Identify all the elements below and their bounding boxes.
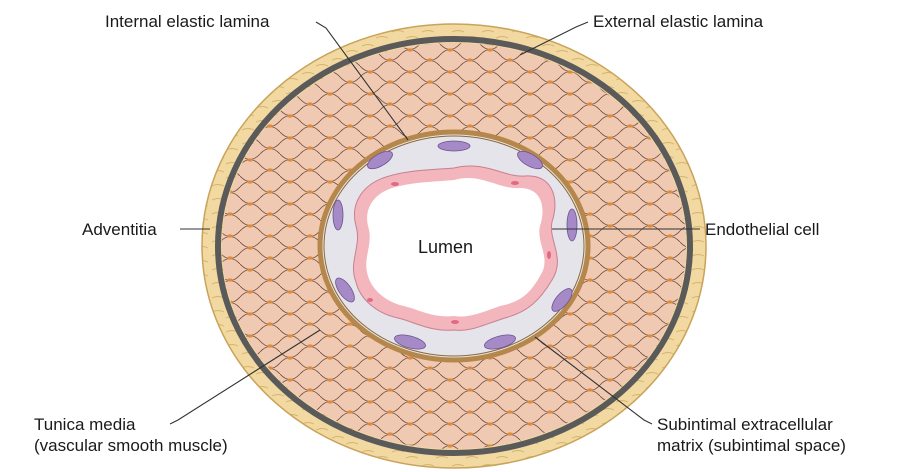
label-internal-elastic-lamina: Internal elastic lamina: [105, 12, 270, 31]
label-tunica-media: [34, 414, 228, 456]
label-endothelial-cell: Endothelial cell: [705, 220, 820, 239]
label-subintimal-matrix: [657, 414, 846, 456]
label-adventitia: Adventitia: [82, 220, 157, 239]
endothelial-nucleus: [567, 209, 577, 241]
label-tunica-media-line1: Tunica media: [34, 415, 136, 434]
label-tunica-media-line2: (vascular smooth muscle): [34, 436, 228, 455]
endothelium-dot: [367, 298, 373, 302]
label-subintimal-line1: Subintimal extracellular: [657, 415, 833, 434]
endothelium-dot: [547, 251, 551, 259]
endothelium-dot: [391, 182, 399, 186]
label-external-elastic-lamina: External elastic lamina: [593, 12, 764, 31]
label-lumen: Lumen: [418, 237, 474, 257]
endothelial-nucleus: [333, 200, 343, 230]
label-subintimal-line2: matrix (subintimal space): [657, 436, 846, 455]
endothelium-dot: [451, 320, 459, 324]
endothelium-dot: [511, 181, 519, 185]
endothelial-nucleus: [438, 141, 470, 151]
